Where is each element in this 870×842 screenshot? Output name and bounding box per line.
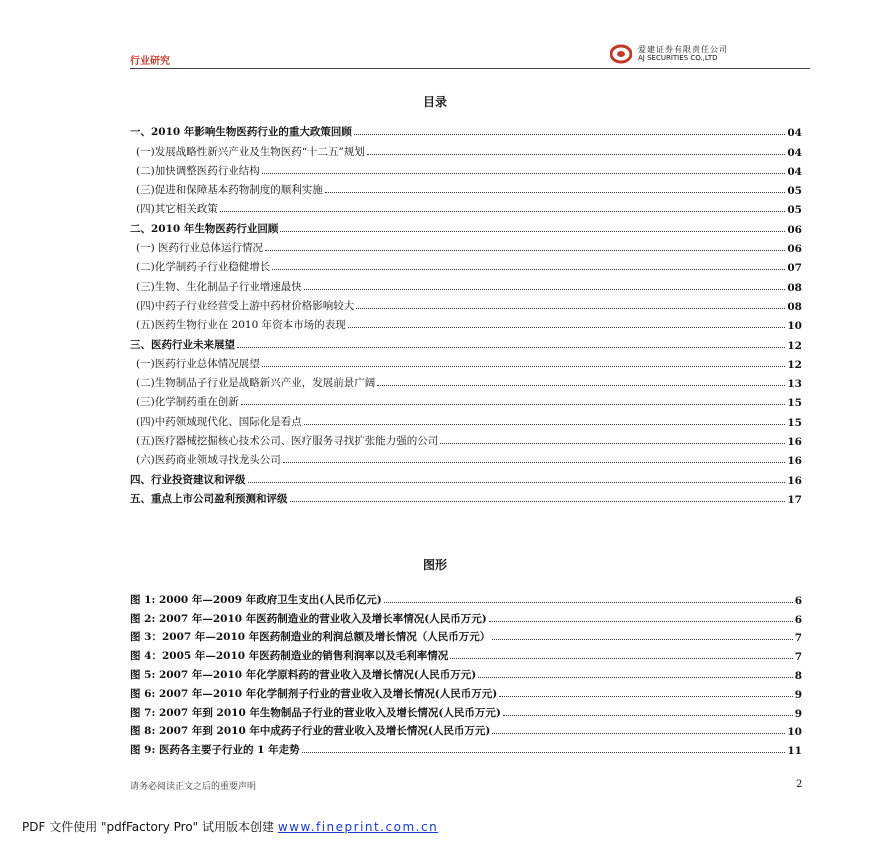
toc-entry-label: (三)促进和保障基本药物制度的顺利实施 (136, 184, 323, 197)
toc-entry-label: (三)化学制药重在创新 (136, 396, 239, 409)
dot-leader (499, 696, 793, 697)
header-category-label: 行业研究 (130, 56, 170, 67)
figure-entry-label: 图 2: 2007 年—2010 年医药制造业的营业收入及增长率情况(人民币万元) (130, 612, 487, 625)
figure-entry-page: 8 (794, 669, 802, 682)
toc-entry-label: (二)生物制品子行业是战略新兴产业，发展前景广阔 (136, 377, 376, 390)
toc-entry-page: 08 (787, 281, 802, 294)
pdf-notice-text: PDF 文件使用 "pdfFactory Pro" 试用版本创建 (22, 820, 278, 834)
toc-entry[interactable] (130, 332, 802, 351)
figure-entry-page: 6 (794, 594, 802, 607)
figure-entry-label: 图 6: 2007 年—2010 年化学制剂子行业的营业收入及增长情况(人民币万元) (130, 687, 498, 700)
dot-leader (348, 327, 786, 328)
figure-entry-label: 图 7: 2007 年到 2010 年生物制品子行业的营业收入及增长情况(人民币万元) (130, 706, 501, 719)
dot-leader (367, 154, 785, 155)
dot-leader (272, 269, 785, 270)
toc-entry-page: 15 (787, 416, 802, 429)
dot-leader (356, 308, 785, 309)
toc-entry-label: (二)化学制药子行业稳健增长 (136, 261, 271, 274)
dot-leader (304, 289, 786, 290)
toc-entry-page: 05 (787, 185, 802, 198)
toc-entry-label: (一) 医药行业总体运行情况 (136, 242, 264, 255)
dot-leader (492, 639, 792, 640)
figure-entry[interactable] (130, 682, 802, 701)
figure-entry[interactable] (130, 701, 802, 720)
dot-leader (237, 347, 785, 348)
figure-entry[interactable] (130, 663, 802, 682)
toc-entry-page: 04 (787, 146, 802, 159)
toc-entry-page: 08 (787, 300, 802, 313)
figure-entry-page: 10 (787, 726, 802, 739)
dot-leader (302, 752, 786, 753)
dot-leader (325, 192, 786, 193)
toc-entry-label: (一)发展战略性新兴产业及生物医药“十二五”规划 (136, 145, 365, 158)
toc-entry[interactable] (130, 274, 802, 293)
toc-title: 目录 (422, 95, 447, 109)
footer-disclaimer: 请务必阅读正文之后的重要声明 (130, 782, 257, 792)
toc-entry[interactable] (130, 390, 802, 409)
company-logo (610, 42, 770, 66)
figure-entry[interactable] (130, 738, 802, 757)
fineprint-link[interactable]: www.fineprint.com.cn (277, 820, 439, 834)
company-logo-icon (610, 44, 632, 64)
toc-entry-label: 四、行业投资建议和评级 (130, 473, 246, 486)
toc-entry-page: 12 (787, 339, 802, 352)
toc-entry-page: 13 (787, 378, 802, 391)
figure-entry-page: 7 (794, 632, 802, 645)
table-of-contents (130, 120, 802, 506)
figure-entry[interactable] (130, 720, 802, 739)
figure-entry[interactable] (130, 626, 802, 645)
dot-leader (440, 443, 785, 444)
dot-leader (262, 366, 786, 367)
toc-entry[interactable] (130, 429, 802, 448)
toc-entry-label: 一、2010 年影响生物医药行业的重大政策回顾 (130, 126, 352, 139)
toc-entry[interactable] (130, 120, 802, 139)
toc-entry-page: 06 (787, 243, 802, 256)
figure-entry-label: 图 8: 2007 年到 2010 年中成药子行业的营业收入及增长情况(人民币万元) (130, 725, 491, 738)
figure-entry-page: 9 (794, 688, 802, 701)
toc-entry-page: 17 (787, 493, 802, 506)
dot-leader (304, 424, 786, 425)
toc-entry-page: 16 (787, 455, 802, 468)
dot-leader (248, 482, 786, 483)
figure-entry-label: 图 9: 医药各主要子行业的 1 年走势 (130, 744, 300, 757)
toc-entry-label: 三、医药行业未来展望 (130, 338, 235, 351)
dot-leader (478, 677, 793, 678)
pdf-creator-notice (22, 818, 438, 835)
figure-entry-page: 6 (794, 613, 802, 626)
toc-entry-label: (四)其它相关政策 (136, 203, 218, 216)
figure-entry-label: 图 5: 2007 年—2010 年化学原料药的营业收入及增长情况(人民币万元) (130, 668, 477, 681)
toc-entry-page: 06 (787, 223, 802, 236)
figure-entry-label: 图 4：2005 年—2010 年医药制造业的销售利润率以及毛利率情况 (130, 650, 449, 663)
toc-entry[interactable] (130, 255, 802, 274)
toc-entry[interactable] (130, 371, 802, 390)
dot-leader (262, 173, 786, 174)
toc-entry-label: (五)医药生物行业在 2010 年资本市场的表现 (136, 319, 346, 332)
figure-entry-label: 图 3：2007 年—2010 年医药制造业的利润总额及增长情况（人民币万元） (130, 631, 491, 644)
dot-leader (283, 462, 786, 463)
toc-entry-label: (六)医药商业领域寻找龙头公司 (136, 454, 281, 467)
dot-leader (503, 715, 793, 716)
company-name-en: AJ SECURITIES CO.,LTD (638, 54, 718, 62)
toc-entry[interactable] (130, 487, 802, 506)
toc-entry-page: 15 (787, 397, 802, 410)
company-name-cn: 爱建证券有限责任公司 (638, 45, 728, 54)
toc-entry-page: 05 (787, 204, 802, 217)
toc-entry[interactable] (130, 352, 802, 371)
toc-entry-page: 04 (787, 165, 802, 178)
toc-entry[interactable] (130, 139, 802, 158)
figures-title: 图形 (422, 558, 447, 572)
dot-leader (489, 621, 793, 622)
figure-entry[interactable] (130, 588, 802, 607)
figure-entry-page: 9 (794, 707, 802, 720)
figure-entry-label: 图 1: 2000 年—2009 年政府卫生支出(人民币亿元) (130, 593, 382, 606)
toc-entry-label: (一)医药行业总体情况展望 (136, 357, 260, 370)
toc-entry-label: (三)生物、生化制品子行业增速最快 (136, 280, 302, 293)
toc-entry[interactable] (130, 313, 802, 332)
dot-leader (450, 658, 792, 659)
dot-leader (290, 501, 786, 502)
dot-leader (220, 211, 786, 212)
dot-leader (384, 602, 793, 603)
toc-entry-page: 16 (787, 474, 802, 487)
toc-entry[interactable] (130, 197, 802, 216)
figure-entry-page: 7 (794, 651, 802, 664)
toc-entry-page: 10 (787, 320, 802, 333)
toc-entry-label: 五、重点上市公司盈利预测和评级 (130, 492, 288, 505)
toc-entry-label: (五)医疗器械挖掘核心技术公司、医疗服务寻找扩张能力强的公司 (136, 435, 439, 448)
figure-entry-page: 11 (787, 745, 802, 758)
toc-entry[interactable] (130, 178, 802, 197)
figure-list (130, 588, 802, 757)
figure-entry[interactable] (130, 607, 802, 626)
toc-entry-label: (四)中药子行业经营受上游中药材价格影响较大 (136, 299, 355, 312)
dot-leader (265, 250, 785, 251)
toc-entry-page: 07 (787, 262, 802, 275)
page-number: 2 (796, 779, 803, 790)
dot-leader (492, 733, 785, 734)
toc-entry-page: 16 (787, 436, 802, 449)
toc-entry[interactable] (130, 216, 802, 235)
dot-leader (241, 404, 786, 405)
dot-leader (354, 134, 785, 135)
toc-entry-label: (四)中药领域现代化、国际化是看点 (136, 415, 302, 428)
toc-entry[interactable] (130, 467, 802, 486)
dot-leader (280, 231, 785, 232)
toc-entry-page: 12 (787, 358, 802, 371)
toc-entry[interactable] (130, 409, 802, 428)
toc-entry[interactable] (130, 159, 802, 178)
dot-leader (377, 385, 785, 386)
toc-entry[interactable] (130, 294, 802, 313)
toc-entry[interactable] (130, 448, 802, 467)
figure-entry[interactable] (130, 644, 802, 663)
header-divider (130, 68, 810, 69)
toc-entry-label: 二、2010 年生物医药行业回顾 (130, 222, 279, 235)
toc-entry[interactable] (130, 236, 802, 255)
page-header (130, 40, 810, 70)
toc-entry-label: (二)加快调整医药行业结构 (136, 164, 260, 177)
toc-entry-page: 04 (787, 127, 802, 140)
